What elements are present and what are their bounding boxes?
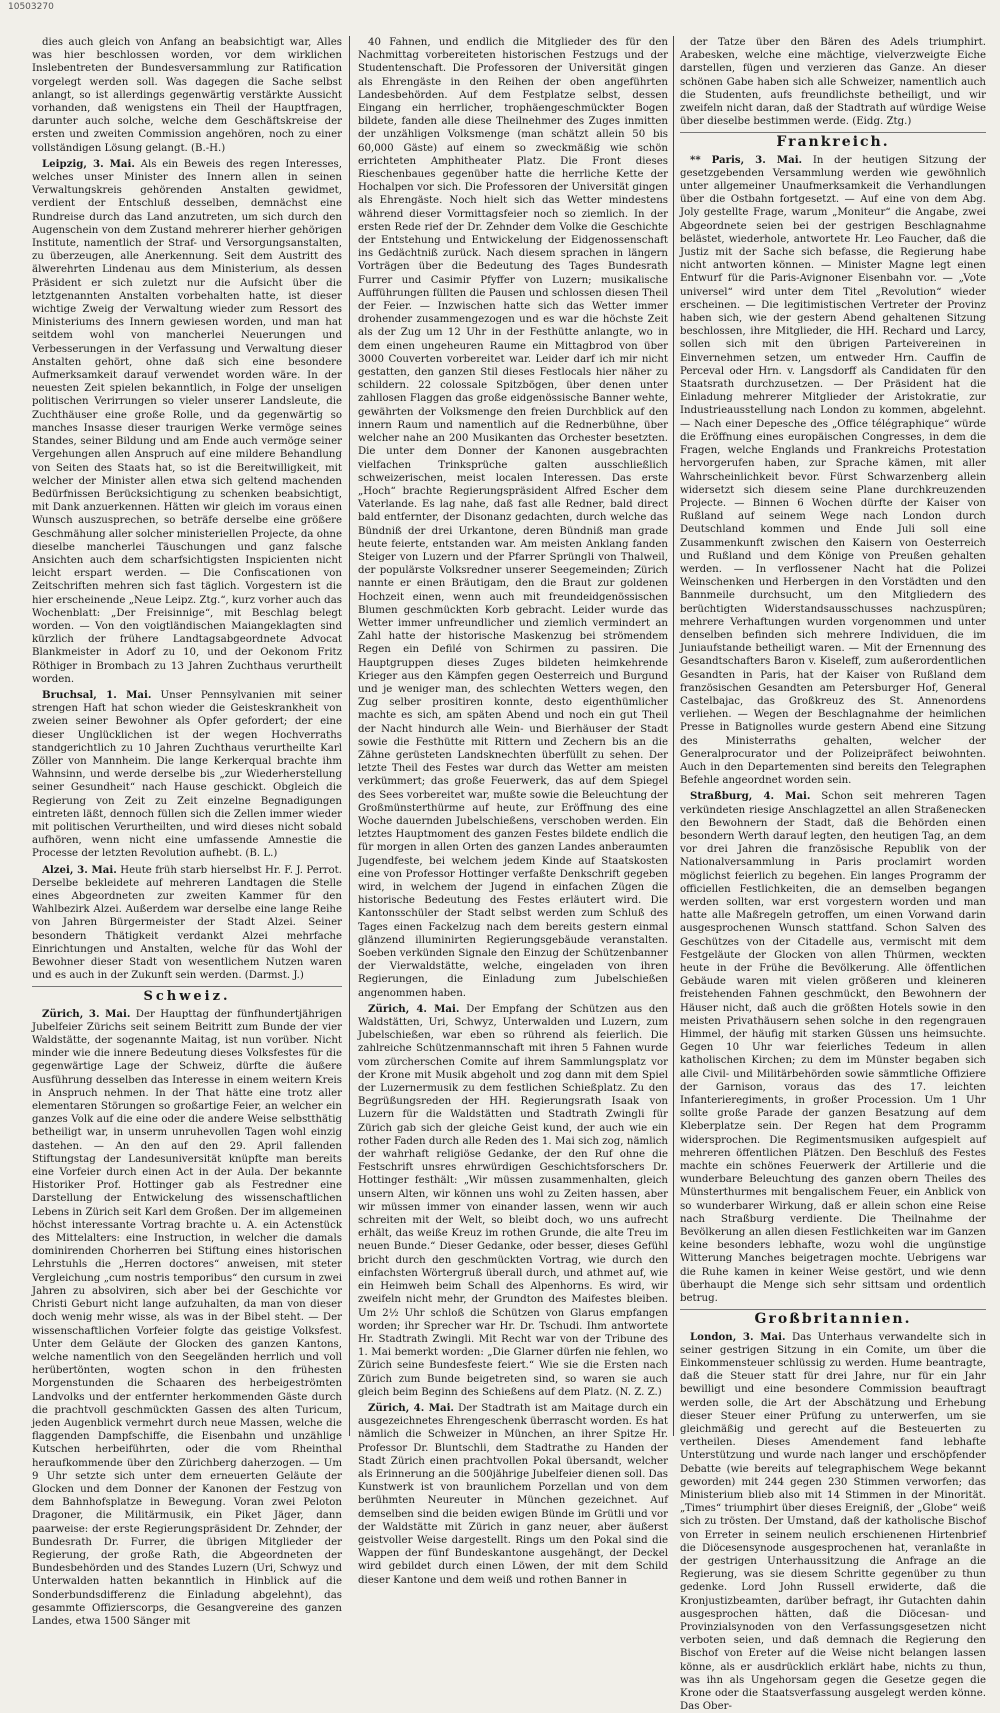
article-text: In der heutigen Sitzung der gesetzgebenden Versammlung werden wie gewöhnlich unter allgemeiner Unaufmerksamkeit die Verhandlungen über die Ostbahn fortgesetzt. — Auf eine von dem Abg. Joly gestellte Frage, warum „Moniteur“ die Angabe, zwei Abgeordnete seien bei der gestrigen Beschlagnahme belästet, wiederhole, antwortete Hr. Leo Faucher, daß die Justiz mit der Sache sich befasse, die Regierung habe nicht antworten können. — Minister Magne legt einen Entwurf für die Paris-Avignoner Eisenbahn vor. — „Vote universel“ wird unter dem Titel „Revolution“ wieder erscheinen. — Die legitimistischen Vertreter der Provinz haben sich, wie der gestern Abend gehaltenen Sitzung beschlossen, ihre Mitglieder, die HH. Rechard und Larcy, sollen sich mit den übrigen Parteivereinen in Einvernehmen setzen, um entweder Hrn. Cauffin de Perceval oder Hrn. v. Langsdorff als Candidaten für den Staatsrath durchzusetzen. — Der Präsident hat die Einladung mehrerer Mitglieder der Aristokratie, zur Industrieausstellung nach London zu kommen, abgelehnt. — Nach einer Depesche des „Office télégraphique“ würde die Eröffnung eines europäischen Congresses, in dem die Fragen, welche Englands und Frankreichs Protestation hervorgerufen haben, zur Sprache kämen, mit aller Wahrscheinlichkeit bevor. Fürst Schwarzenberg allein widersetzt sich diesem seine Plane durchkreuzenden Projecte. — Binnen 6 Wochen dürfte der Kaiser von Rußland auf seinem Wege nach London durch Deutschland kommen und Ende Juli soll eine Zusammenkunft zwischen den Kaisern von Oesterreich und Rußland und dem Könige von Preußen gehalten werden. — In verflossener Nacht hat die Polizei Weinschenken und Herbergen in den Vorstädten und den Bannmeile durchsucht, um den Mitgliedern des berüchtigten Widerstandsausschusses nachzuspüren; mehrere Verhaftungen wurden vorgenommen und unter denselben befinden sich mehrere Individuen, die im Juniaufstande betheiligt waren. — Mit der Ernennung des Gesandtschafters Baron v. Kiseleff, zum außerordentlichen Gesandten in Paris, hat der Kaiser von Rußland dem französischen Gesandten am Petersburger Hof, General Castelbajac, das Großkreuz des St. Annenordens verliehen. — Wegen der Beschlagnahme der heimlichen Presse in Batignolles wurde gestern Abend eine Sitzung des Ministerraths gehalten, welcher der Generalprocurator und der Polizeipräfect beiwohnten. Auch in den Departementen sind bereits den Telegraphen Befehle angeordnet worden sein. bbox=[680, 155, 986, 787]
column-1 bbox=[32, 36, 342, 1441]
article-paragraph bbox=[358, 1003, 668, 1399]
dateline: Zürich, 4. Mai. bbox=[368, 1402, 454, 1414]
article-paragraph bbox=[32, 158, 342, 686]
column-2 bbox=[358, 36, 668, 1441]
column-3 bbox=[680, 36, 986, 1441]
section-heading: Großbritannien. bbox=[680, 1309, 986, 1326]
column-rule bbox=[673, 36, 674, 1436]
article-text: Der Haupttag der fünfhundertjährigen Jubelfeier Zürichs seit seinem Beitritt zum Bunde der vier Waldstätte, der sogenannte Maitag, ist nun vorüber. Nicht minder wie die innere Bedeutung dieses Volksfestes für die gegenwärtige Lage der Schweiz, dürfte die äußere Ausführung desselben das Interesse in einem weitern Kreis in Anspruch nehmen. In der That hätte eine trotz aller elementaren Störungen so großartige Feier, an welcher ein ganzes Volk auf die eine oder die andere Weise selbstthätig betheiligt war, in unserm unruhevollen Tagen wohl einzig dastehen. — An den auf den 29. April fallenden Stiftungstag der Landesuniversität knüpfte man bereits eine Vorfeier durch einen Act in der Aula. Der bekannte Historiker Prof. Hottinger gab als Festredner eine Darstellung der Entwickelung des wissenschaftlichen Lebens in Zürich seit Karl dem Großen. Der im allgemeinen höchst interessante Vortrag brachte u. A. ein Actenstück des Mittelalters: eine Instruction, in welcher die damals dominirenden Chorherren bei Stiftung eines historischen Lehrstuhls die „Herren doctores“ anweisen, mit steter Vergleichung „cum nostris temporibus“ den cursum in zwei Jahren zu absolviren, sich aber bei der Geschichte vor Christi Geburt nicht lange aufzuhalten, da man von dieser doch wenig mehr wisse, als was in der Bibel steht. — Der wissenschaftlichen Vorfeier folgte das geistige Volksfest. Unter dem Geläute der Glocken des ganzen Kantons, welche namentlich von den Seegeländen herrlich und voll herübertönten, wogten schon in den frühesten Morgenstunden die Schaaren des herbeigeströmten Landvolks und der entfernter herkommenden Gäste durch die prachtvoll geschmückten Gassen des alten Turicum, jeden Augenblick vermehrt durch neue Massen, welche die flaggenden Dampfschiffe, die Eisenbahn und unzählige Kutschen herbeiführten, oder die vom Rheinthal heraufkommende über den Zürichberg daherzogen. — Um 9 Uhr setzte sich unter dem erneuerten Geläute der Glocken und dem Donner der Kanonen der Festzug von dem Bahnhofsplatze in Bewegung. Voran zwei Peloton Dragoner, die Militärmusik, ein Piket Jäger, dann paarweise: der erste Regierungspräsident Dr. Zehnder, der Bundesrath Dr. Furrer, die übrigen Mitglieder der Regierung, der große Rath, die Abgeordneten der Bundesbehörden und des Standes Luzern (Uri, Schwyz und Unterwalden hatten bekanntlich in Hinblick auf die Sonderbundsdifferenz die Einladung abgelehnt), das gesammte Offizierscorps, die Gesangvereine des ganzen Landes, etwa 1500 Sänger mit bbox=[32, 1009, 342, 1627]
dateline: Leipzig, 3. Mai. bbox=[42, 158, 135, 170]
article-paragraph: 40 Fahnen, und endlich die Mitglieder des für den Nachmittag vorbereiteten historischen Festzugs und der Studentenschaft. Die Professoren der Universität gingen als Ehrengäste in den Reihen der oben angeführten Landesbehörden. Auf dem Festplatze selbst, dessen Eingang ein herrlicher, trophäengeschmückter Bogen bildete, fanden alle diese Theilnehmer des Zuges inmitten der unzähligen Volksmenge (man schätzt allein 50 bis 60,000 Gäste) auf einem so zweckmäßig wie schön errichteten Amphitheater Platz. Die Front dieses Rieschenbaues gegenüber hatte die herrliche Kette der Hochalpen vor sich. Die Professoren der Universität gingen als Ehrengäste. Noch hielt sich das Wetter mindestens während dieser Vormittagsfeier noch so ziemlich. In der ersten Rede rief der Dr. Zehnder dem Volke die Geschichte der Entstehung und Entwickelung der Eidgenossenschaft ins Gedächtniß zurück. Nach diesem sprachen in längern Vorträgen über die Bedeutung des Tages Bundesrath Furrer und Casimir Pfyffer von Luzern; musikalische Aufführungen füllten die Pausen und schlossen diesen Theil der Feier. — Inzwischen hatte sich das Wetter immer drohender zusammengezogen und es war die höchste Zeit als der Zug um 12 Uhr in der Festhütte anlangte, wo in dem einen ungeheuren Raume ein Mittagbrod von über 3000 Couverten vorbereitet war. Leider darf ich mir nicht gestatten, den ganzen Stil dieses Festlocals hier näher zu schildern. 22 colossale Spitzbögen, über denen unter zahllosen Flaggen das große eidgenössische Banner wehte, gewährten der Volksmenge den freien Durchblick auf den innern Raum und namentlich auf die Rednerbühne, über welcher nahe an 200 Musikanten das Orchester besetzten. Die unter dem Donner der Kanonen ausgebrachten vielfachen Trinksprüche galten ausschließlich schweizerischen, meist localen Interessen. Das erste „Hoch“ brachte Regierungspräsident Alfred Escher dem Vaterlande. Es lag nahe, daß fast alle Redner, bald direct bald entfernter, der Disonanz gedachten, durch welche das Bündniß der drei Urkantone, deren Bündniß man grade heute feierte, entstanden war. Am meisten Anklang fanden Steiger von Luzern und der Pfarrer Sprüngli von Thalweil, der populärste Volksredner unserer Seegemeinden; Zürich nannte er einen Bräutigam, den die Braut zur goldenen Hochzeit einen, wenn auch mit freundeidgenössischen Blumen geschmückten Korb gebracht. Leider wurde das Wetter immer unfreundlicher und ziemlich vermindert an Zahl hatte der historische Maskenzug bei strömendem Regen ein Defilé von Schirmen zu passiren. Die Hauptgruppen dieses Zuges bildeten heimkehrende Krieger aus den Kämpfen gegen Oesterreich und Burgund und je weniger man, des schlechten Wetters wegen, den Zug selber prositiren konnte, desto eigenthümlicher machte es sich, am späten Abend und noch ein gut Theil der Nacht hindurch alle Wein- und Bierhäuser der Stadt sowie die Festhütte mit Rittern und Zechern bis an die Zähne gerüsteten Landsknechten überfüllt zu sehen. Der letzte Theil des Festes war durch das Wetter am meisten verkümmert; das große Feuerwerk, das auf dem Spiegel des Sees vorbereitet war, mußte sowie die Beleuchtung der Großmünsterthürme auf heute, zur Eröffnung des eine Woche dauernden Jubelschießens, verschoben werden. Ein letztes Hauptmoment des ganzen Festes bildete endlich die für morgen in allen Orten des ganzen Landes anberaumten Jugendfeste, bei welchem jedem Kinde auf Staatskosten eine von Professor Hottinger verfaßte Denkschrift gegeben wird, in welchem der Jugend in einfachen Zügen die historische Bedeutung des Festes erläutert wird. Die Kantonsschüler der Stadt selbst werden zum Schluß des Tages einen Fackelzug nach dem bereits gestern einmal glänzend illuminirten Regierungsgebäude veranstalten. Soeben verkünden Signale den Einzug der Schützenbanner der Vierwaldstätte, welche, eingeladen von ihren Regierungen, die Einladung zum Jubelschießen angenommen haben. bbox=[358, 36, 668, 1000]
article-paragraph bbox=[32, 1008, 342, 1629]
column-rule bbox=[349, 36, 350, 1436]
article-paragraph bbox=[680, 1331, 986, 1713]
page-id: 10503270 bbox=[8, 2, 54, 12]
article-text: Unser Pennsylvanien mit seiner strengen Haft hat schon wieder die Geisteskrankheit von zweien seiner Bewohner als Opfer gefordert; der eine dieser Unglücklichen ist der wegen Hochverraths standgerichtlich zu 10 Jahren Zuchthaus verurtheilte Karl Zöller von Mannheim. Die lange Kerkerqual brachte ihm Wahnsinn, und werde derselbe bis „zur Wiederherstellung seiner Gesundheit“ nach Hause geschickt. Obgleich die Regierung von Zeit zu Zeit einzelne Begnadigungen eintreten läßt, dennoch füllen sich die Zellen immer wieder mit politischen Verurtheilten, und wird dieses nicht sobald aufhören, wenn nicht eine umfassende Amnestie die Processe der letzten Revolution aufhebt. (B. L.) bbox=[32, 690, 342, 859]
dateline: ** Paris, 3. Mai. bbox=[690, 154, 802, 166]
dateline: Bruchsal, 1. Mai. bbox=[42, 689, 151, 701]
article-text: Heute früh starb hierselbst Hr. F. J. Perrot. Derselbe bekleidete auf mehreren Landtagen die Stelle eines Abgeordneten zur zweiten Kammer für den Wahlbezirk Alzei. Außerdem war derselbe eine lange Reihe von Jahren Bürgermeister der Stadt Alzei. Seiner besondern Thätigkeit verdankt Alzei mehrfache Einrichtungen und Anstalten, welche für das Wohl der Bewohner dieser Stadt von wesentlichem Nutzen waren und es auch in der Zukunft sein werden. (Darmst. J.) bbox=[32, 865, 342, 982]
dateline: Zürich, 4. Mai. bbox=[368, 1003, 459, 1015]
dateline: Alzei, 3. Mai. bbox=[42, 864, 117, 876]
article-text: Der Empfang der Schützen aus den Waldstätten, Uri, Schwyz, Unterwalden und Luzern, zum Jubelschießen, war eben so rührend als feierlich. Die zahlreiche Schützenmannschaft mit ihren 5 Fahnen wurde vom zürcherschen Comite auf ihrem Sammlungsplatz vor der Krone mit Musik abgeholt und zog dann mit dem Spiel der Luzernermusik zu dem festlichen Schießplatz. Zu den Begrüßungsreden der HH. Regierungsrath Isaak von Luzern für die Waldstätten und Stadtrath Zwingli für Zürich gab sich der gleiche Geist kund, der auch wie ein rother Faden durch alle Reden des 1. Mai sich zog, nämlich der wahrhaft religiöse Gedanke, der den Ruf ohne die Festschrift unsres ehrwürdigen Geschichtsforschers Dr. Hottinger festhält: „Wir müssen zusammenhalten, gleich unsern Alten, wir können uns wohl zu Zeiten hassen, aber wir müssen immer von einander lassen, wenn wir auch schreiten mit der Welt, so bleibt doch, wo uns aufrecht erhält, das weiße Kreuz im rothen Grunde, die alte Treu im neuen Bunde.“ Dieser Gedanke, oder besser, dieses Gefühl bricht durch den geschmückten Vortrag, wie durch den einfachsten Wörtergruß überall durch, und athmet auf, wie ein Heimweh beim Schall des Alpenhorns. Es wird, wir zweifeln nicht mehr, der Grundton des Maifestes bleiben. Um 2½ Uhr schloß die Schützen von Glarus empfangen worden; ihr Sprecher war Hr. Dr. Tschudi. Ihm antwortete Hr. Stadtrath Zwingli. Mit Recht war von der Tribune des 1. Mai bemerkt worden: „Die Glarner dürfen nie fehlen, wo Zürich seine Bundesfeste feiert.“ Wie sie die Ersten nach Zürich zum Bunde beigetreten sind, so waren sie auch gleich beim Beginn des Schießens auf dem Platz. (N. Z. Z.) bbox=[358, 1004, 668, 1398]
article-paragraph bbox=[32, 689, 342, 861]
article-paragraph bbox=[680, 790, 986, 1305]
article-paragraph bbox=[680, 154, 986, 788]
article-paragraph: dies auch gleich von Anfang an beabsichtigt war, Alles was hier beschlossen worden, vor dem wirklichen Inslebentreten der Bundesversammlung zur Ratification vorgelegt werden soll. Was dagegen die Sache selbst anlangt, so ist allerdings gegenwärtig verstärkte Aussicht vorhanden, daß wenigstens ein Theil der Hauptfragen, darunter auch solche, welche dem Geschäftskreise der ersten und zweiten Commission angehören, noch zu einer vollständigen Lösung gelangt. (B.-H.) bbox=[32, 36, 342, 155]
article-text: Das Unterhaus verwandelte sich in seiner gestrigen Sitzung in ein Comite, um über die Einkommensteuer schlüssig zu werden. Hume beantragte, daß die Steuer statt für drei Jahre, nur für ein Jahr bewilligt und eine besondere Commission beauftragt werden solle, die Art der Abschätzung und Erhebung dieser Steuer einer Prüfung zu unterwerfen, um sie gleichmäßig und gerecht auf die Besteuerten zu vertheilen. Dieses Amendement fand lebhafte Unterstützung und wurde nach langer und erschöpfender Debatte (wie bereits auf telegraphischem Wege bekannt geworden) mit 244 gegen 230 Stimmen verworfen; das Ministerium blieb also mit 14 Stimmen in der Minorität. „Times“ triumphirt über dieses Ereigniß, der „Globe“ weiß sich zu trösten. Der Umstand, daß der katholische Bischof von Erreter in seinem neulich erschienenen Hirtenbrief die Diöcesensynode ausgesprochenen hat, veranlaßte in der gestrigen Unterhaussitzung die Anfrage an die Regierung, was sie diesem Schritte gegenüber zu thun gedenke. Lord John Russell erwiderte, daß die Kronjustizbeamten, darüber befragt, ihr Gutachten dahin ausgesprochen hätten, daß die Diöcesan- und Provinzialsynoden von den Verfassungsgesetzen nicht verboten seien, und daß demnach die Regierung den Bischof von Ereter auf die Weise nicht belangen lassen könne, als er ausdrücklich erklärt habe, nichts zu thun, was ihn als Ungehorsam gegen die Gesetze gegen die Krone oder die Staatsverfassung ausgelegt werden könne. Das Ober- bbox=[680, 1332, 986, 1713]
article-paragraph bbox=[358, 1402, 668, 1587]
dateline: Zürich, 3. Mai. bbox=[42, 1008, 130, 1020]
section-heading: Frankreich. bbox=[680, 132, 986, 149]
dateline: Straßburg, 4. Mai. bbox=[690, 790, 810, 802]
dateline: London, 3. Mai. bbox=[690, 1331, 786, 1343]
article-paragraph bbox=[32, 864, 342, 983]
article-paragraph: der Tatze über den Bären des Adels triumphirt. Arabesken, welche eine mächtige, vielverzweigte Eiche darstellen, fügen und verzieren das Ganze. An dieser schönen Gabe haben sich alle Schweizer, namentlich auch die Studenten, aufs freundlichste betheiligt, und wir zweifeln nicht daran, daß der Stadtrath auf würdige Weise über dieselbe bestimmen werde. (Eidg. Ztg.) bbox=[680, 36, 986, 128]
section-heading: Schweiz. bbox=[32, 986, 342, 1003]
article-text: Schon seit mehreren Tagen verkündeten riesige Anschlagzettel an allen Straßenecken den Bewohnern der Stadt, daß die Behörden einen besondern Werth darauf legten, den heutigen Tag, an dem vor drei Jahren die französische Republik von der Nationalversammlung in Paris proclamirt worden möglichst feierlich zu begehen. Ein langes Programm der officiellen Festlichkeiten, die an demselben begangen werden sollten, war erst vorgestern worden und man hatte alle Maßregeln getroffen, um einen Vorwand darin ausgesprochenen Wunsch stattfand. Schon Salven des Geschützes von der Citadelle aus, vermischt mit dem Festgeläute der Glocken von allen Thürmen, weckten heute in der Frühe die Bevölkerung. Alle öffentlichen Gebäude waren mit vielen größeren und kleineren freistehenden Fahnen geschmückt, den Bewohnern der Häuser nicht, daß auch die größten Hotels sowie in den meisten Privathäusern sehen solche in den regengrauen Himmel, der häufig mit starken Güssen uns heimsuchte. Gegen 10 Uhr war feierliches Tedeum in allen katholischen Kirchen; zu dem im Münster begaben sich alle Civil- und Militärbehörden sowie sämmtliche Offiziere der Garnison, voraus das des 17. leichten Infanterieregiments, in großer Procession. Um 1 Uhr sollte große Parade der ganzen Besatzung auf dem Kleberplatze sein. Der Regen hat dem Programm widersprochen. Die Regimentsmusiken aufgespielt auf mehreren öffentlichen Plätzen. Den Beschluß des Festes machte ein schönes Feuerwerk der Artillerie und die wunderbare Beleuchtung des ganzen obern Theiles des Münsterthurmes mit bengalischem Feuer, ein Anblick von so wunderbarer Wirkung, daß er allein schon eine Reise nach Straßburg verdiente. Die Theilnahme der Bevölkerung an allen diesen Festlichkeiten war im Ganzen keine besonders lebhafte, wozu wohl die ungünstige Witterung Manches beigetragen mochte. Uebrigens war die Ruhe kamen in keiner Weise gestört, und wie denn überhaupt die Menge sich sehr sittsam und ordentlich betrug. bbox=[680, 791, 986, 1304]
article-text: Der Stadtrath ist am Maitage durch ein ausgezeichnetes Ehrengeschenk überrascht worden. Es hat nämlich die Schweizer in München, an ihrer Spitze Hr. Professor Dr. Bluntschli, dem Stadtrathe zu Handen der Stadt Zürich einen prachtvollen Pokal übersandt, welcher als Erinnerung an die 500jährige Jubelfeier dienen soll. Das Kunstwerk ist von braunlichem Porzellan und von dem berühmten Neureuter in München gezeichnet. Auf demselben sind die beiden ewigen Bünde im Grütli und vor der Waldstätte mit Zürich in ganz neuer, aber äußerst geistvoller Weise dargestellt. Rings um den Pokal sind die Wappen der fünf Bundeskantone ausgehängt, der Deckel wird gebildet durch einen Löwen, der mit dem Schild dieser Kantone und dem weiß und rothen Banner in bbox=[358, 1403, 668, 1586]
article-text: Als ein Beweis des regen Interesses, welches unser Minister des Innern allen in seinen Verwaltungskreis gehörenden Anstalten gewidmet, verdient der Entschluß desselben, demnächst eine Rundreise durch das Land anzutreten, um sich durch den Augenschein von dem Zustand mehrerer hierher gehörigen Institute, namentlich der Straf- und Versorgungsanstalten, zu überzeugen, alle Anerkennung. Seit dem Austritt des älwerehrten Lindenau aus dem Ministerium, als dessen Präsident er sich zuletzt nur die Aufsicht über die letztgenannten Anstalten vorbehalten hatte, ist dieser wichtige Zweig der Verwaltung wieder zum Ressort des Ministeriums des Innern gewiesen worden, und man hat seitdem wohl von mancherlei Neuerungen und Verbesserungen in der Verfassung und Verwaltung dieser Anstalten gehört, ohne daß sich eine besondere Aufmerksamkeit darauf verwendet worden wäre. In der neuesten Zeit spielen bekanntlich, in Folge der unseligen politischen Verirrungen so vieler unserer Landsleute, die Zuchthäuser eine große Rolle, und da gegenwärtig so manches Insasse dieser traurigen Werke vermöge seines Standes, seiner Bildung und am Ende auch vermöge seiner Vergehungen allen Anspruch auf eine mildere Behandlung von Seiten des Staats hat, so ist die Bereitwilligkeit, mit welcher der Minister allen etwa sich geltend machenden Bedürfnissen Berücksichtigung zu schenken beabsichtigt, mit Dank anzuerkennen. Hätten wir gleich im voraus einen Wunsch auszusprechen, so beträfe derselbe eine größere Geschmähung aller solcher ministeriellen Projecte, da ohne dieselbe mancherlei Täuschungen und ganz falsche Ansichten auch dem scharfsichtigsten Inspicienten nicht leicht erspart werden. — Die Confiscationen von Zeitschriften mehren sich fast täglich. Vorgestern ist die hier erscheinende „Neue Leipz. Ztg.“, kurz vorher auch das Wochenblatt: „Der Freisinnige“, mit Beschlag belegt worden. — Von den voigtländischen Maiangeklagten sind kürzlich der frühere Landtagsabgeordnete Advocat Blankmeister in Adorf zu 10, und der Oekonom Fritz Röthiger in Brombach zu 13 Jahren Zuchthaus verurtheilt worden. bbox=[32, 159, 342, 685]
